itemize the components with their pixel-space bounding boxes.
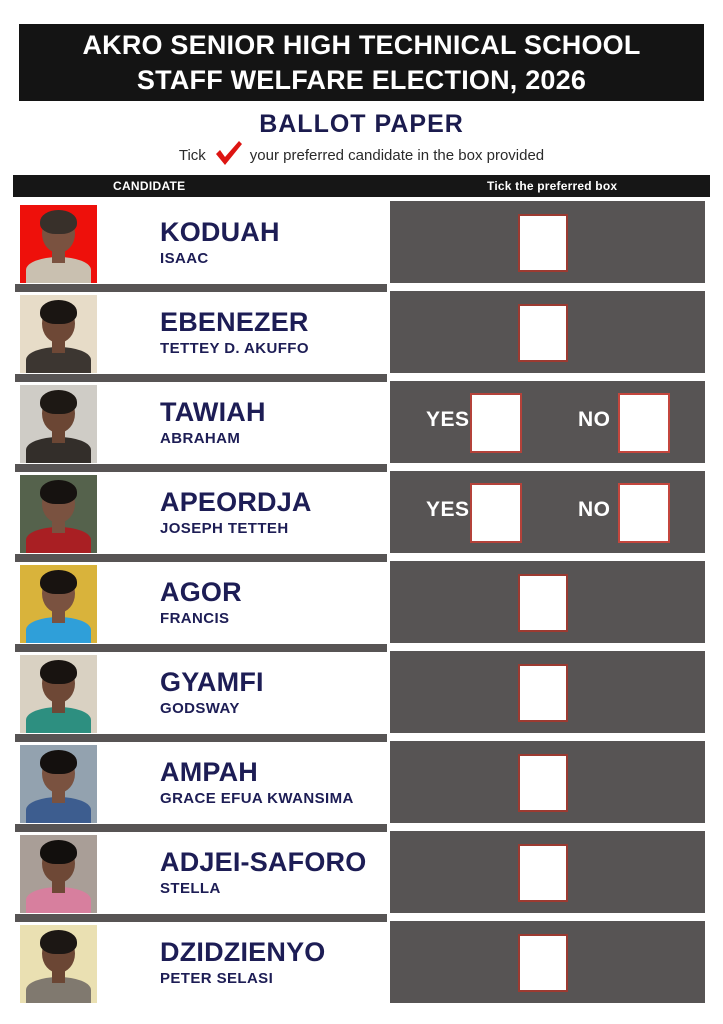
candidate-other-names: JOSEPH TETTEH xyxy=(160,520,289,537)
vote-panel xyxy=(390,561,705,643)
table-header-bar xyxy=(13,175,710,197)
candidate-photo xyxy=(20,295,97,373)
candidate-photo xyxy=(20,565,97,643)
candidate-photo xyxy=(20,205,97,283)
instruction-suffix: your preferred candidate in the box provided xyxy=(249,146,545,164)
candidate-other-names: PETER SELASI xyxy=(160,970,274,987)
candidate-surname: KODUAH xyxy=(160,217,280,247)
candidate-other-names: ABRAHAM xyxy=(160,430,241,447)
candidate-other-names: GRACE EFUA KWANSIMA xyxy=(160,790,354,807)
yes-checkbox[interactable] xyxy=(470,483,522,543)
candidate-other-names: ISAAC xyxy=(160,250,209,267)
candidate-column-header: CANDIDATE xyxy=(113,179,186,193)
candidate-photo xyxy=(20,835,97,913)
candidate-photo xyxy=(20,925,97,1003)
candidate-surname: APEORDJA xyxy=(160,487,312,517)
vote-checkbox[interactable] xyxy=(518,754,568,812)
vote-panel xyxy=(390,201,705,283)
vote-checkbox[interactable] xyxy=(518,214,568,272)
row-separator xyxy=(15,464,387,472)
row-separator xyxy=(15,914,387,922)
vote-checkbox[interactable] xyxy=(518,304,568,362)
vote-panel xyxy=(390,291,705,373)
candidate-surname: EBENEZER xyxy=(160,307,309,337)
candidate-row-ebenezer xyxy=(0,295,723,385)
tick-column-header: Tick the preferred box xyxy=(487,179,618,193)
vote-panel xyxy=(390,741,705,823)
vote-checkbox[interactable] xyxy=(518,844,568,902)
candidate-photo xyxy=(20,745,97,823)
candidate-photo xyxy=(20,655,97,733)
vote-panel xyxy=(390,471,705,553)
instruction-line xyxy=(0,144,723,166)
vote-checkbox[interactable] xyxy=(518,574,568,632)
yes-label: YES xyxy=(426,408,470,431)
row-separator xyxy=(15,824,387,832)
yes-checkbox[interactable] xyxy=(470,393,522,453)
candidate-other-names: TETTEY D. AKUFFO xyxy=(160,340,309,357)
no-label: NO xyxy=(578,498,611,521)
candidate-row-gyamfi xyxy=(0,655,723,745)
row-separator xyxy=(15,374,387,382)
candidate-surname: GYAMFI xyxy=(160,667,264,697)
row-separator xyxy=(15,554,387,562)
candidate-other-names: FRANCIS xyxy=(160,610,230,627)
candidate-surname: DZIDZIENYO xyxy=(160,937,326,967)
vote-panel xyxy=(390,381,705,463)
candidate-surname: TAWIAH xyxy=(160,397,266,427)
candidate-row-dzidzienyo xyxy=(0,925,723,1015)
ballot-paper-title: BALLOT PAPER xyxy=(259,110,464,138)
vote-panel xyxy=(390,921,705,1003)
instruction-prefix: Tick xyxy=(178,146,206,164)
candidate-row-adjei-saforo xyxy=(0,835,723,925)
election-name: STAFF WELFARE ELECTION, 2026 xyxy=(136,64,587,95)
row-separator xyxy=(15,284,387,292)
no-checkbox[interactable] xyxy=(618,393,670,453)
vote-panel xyxy=(390,831,705,913)
candidate-row-tawiah xyxy=(0,385,723,475)
vote-checkbox[interactable] xyxy=(518,934,568,992)
election-title-banner xyxy=(19,24,704,101)
candidate-other-names: GODSWAY xyxy=(160,700,240,717)
candidate-row-koduah xyxy=(0,205,723,295)
candidate-row-apeordja xyxy=(0,475,723,565)
row-separator xyxy=(15,734,387,742)
no-checkbox[interactable] xyxy=(618,483,670,543)
candidate-surname: ADJEI-SAFORO xyxy=(160,847,367,877)
candidate-other-names: STELLA xyxy=(160,880,221,897)
candidate-photo xyxy=(20,475,97,553)
school-name: AKRO SENIOR HIGH TECHNICAL SCHOOL xyxy=(82,29,641,60)
yes-label: YES xyxy=(426,498,470,521)
candidate-row-ampah xyxy=(0,745,723,835)
candidate-surname: AGOR xyxy=(160,577,242,607)
vote-checkbox[interactable] xyxy=(518,664,568,722)
red-tick-icon xyxy=(213,140,243,166)
candidate-row-agor xyxy=(0,565,723,655)
candidate-surname: AMPAH xyxy=(160,757,258,787)
row-separator xyxy=(15,644,387,652)
candidate-photo xyxy=(20,385,97,463)
vote-panel xyxy=(390,651,705,733)
no-label: NO xyxy=(578,408,611,431)
